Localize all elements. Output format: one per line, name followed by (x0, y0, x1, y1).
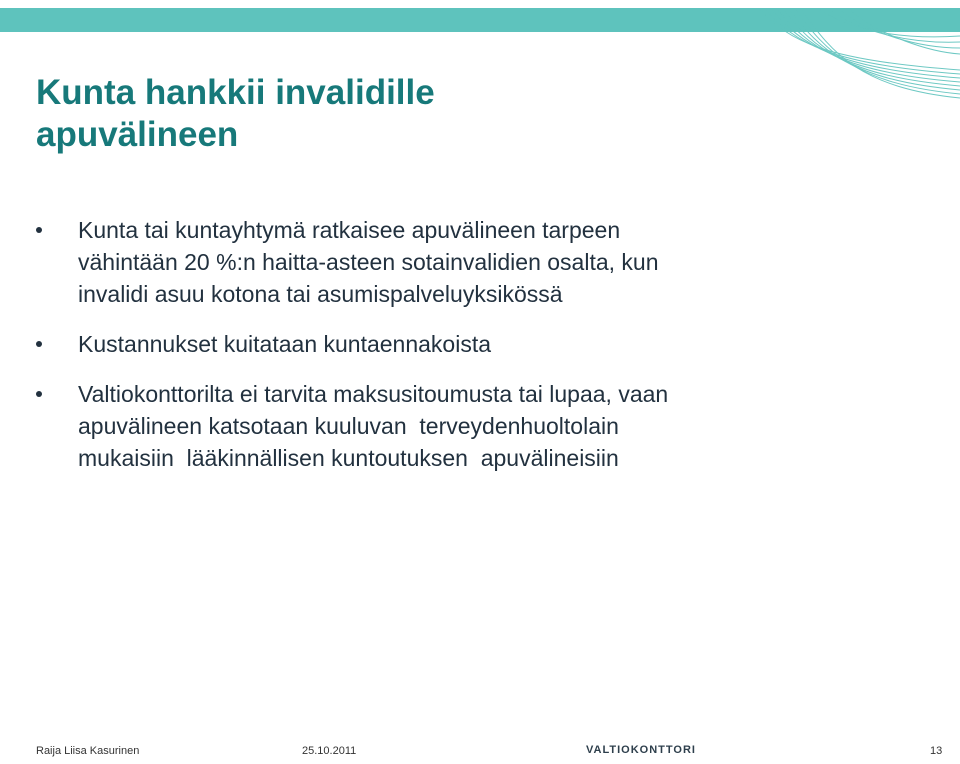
page-number: 13 (930, 745, 943, 757)
bullet-text-line: vähintään 20 %:n haitta-asteen sotainvalidien osalta, kun (78, 249, 659, 275)
footer-date: 25.10.2011 (302, 745, 357, 757)
bullet-text-line: Valtiokonttorilta ei tarvita maksusitoumusta tai lupaa, vaan (78, 381, 669, 407)
brand-logo-text: VALTIOKONTTORI (586, 744, 696, 756)
bullet-item (30, 214, 830, 310)
bullet-dot-icon (36, 227, 42, 233)
slide-title-line: Kunta hankkii invalidille (36, 73, 435, 112)
slide-footer (0, 745, 960, 761)
bullet-item (30, 378, 830, 474)
bullet-list (30, 214, 830, 492)
bullet-item (30, 328, 830, 360)
slide-title (36, 72, 656, 156)
bullet-dot-icon (36, 341, 42, 347)
bullet-text-line: mukaisiin lääkinnällisen kuntoutuksen apuvälineisiin (78, 445, 619, 471)
bullet-text-line: apuvälineen katsotaan kuuluvan terveydenhuoltolain (78, 413, 619, 439)
wave-lines-decoration (700, 0, 960, 100)
bullet-dot-icon (36, 391, 42, 397)
bullet-text-line: invalidi asuu kotona tai asumispalveluyksikössä (78, 281, 563, 307)
footer-author: Raija Liisa Kasurinen (36, 745, 140, 757)
slide-title-line: apuvälineen (36, 115, 239, 154)
bullet-text-line: Kustannukset kuitataan kuntaennakoista (78, 331, 492, 357)
bullet-text-line: Kunta tai kuntayhtymä ratkaisee apuvälineen tarpeen (78, 217, 621, 243)
